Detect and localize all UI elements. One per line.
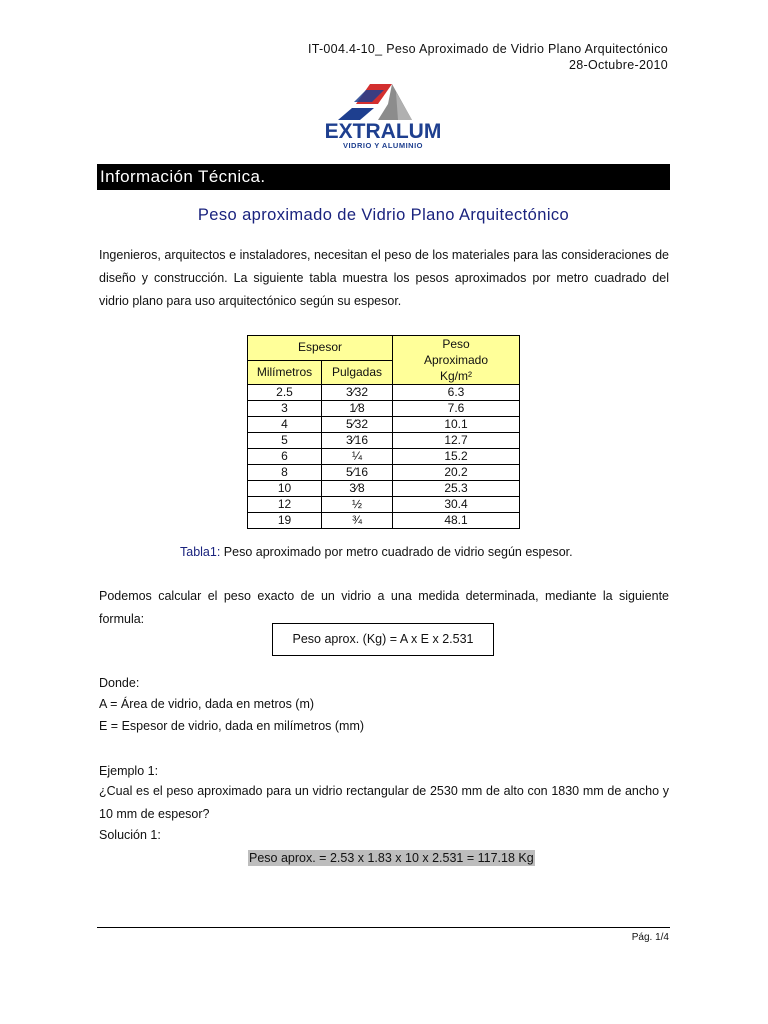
row-mm-cell: 2.5 [248, 385, 322, 401]
document-date: 28-Octubre-2010 [568, 58, 668, 72]
row-inches-cell: 3⁄32 [322, 385, 393, 401]
millimeters-column-header: Milímetros [248, 360, 322, 385]
row-weight-cell: 20.2 [393, 465, 520, 481]
table-row [248, 401, 520, 417]
row-weight-cell: 30.4 [393, 497, 520, 513]
table-row [248, 481, 520, 497]
table-row [248, 417, 520, 433]
document-code-title: IT-004.4-10_ Peso Aproximado de Vidrio Plano Arquitectónico [307, 42, 668, 56]
row-inches-cell: 1⁄8 [322, 401, 393, 417]
row-mm-cell: 12 [248, 497, 322, 513]
row-weight-cell: 48.1 [393, 513, 520, 529]
row-inches-cell: ½ [322, 497, 393, 513]
caption-text: Peso aproximado por metro cuadrado de vidrio según espesor. [220, 545, 573, 559]
example-title: Ejemplo 1: [99, 764, 159, 778]
table-row [248, 385, 520, 401]
row-weight-cell: 7.6 [393, 401, 520, 417]
glass-weight-table [247, 335, 520, 529]
thickness-group-header: Espesor [248, 336, 393, 361]
section-bar: Información Técnica. [97, 164, 670, 190]
row-inches-cell: ¾ [322, 513, 393, 529]
logo-tagline: VIDRIO Y ALUMINIO [342, 141, 424, 150]
row-mm-cell: 19 [248, 513, 322, 529]
solution-result: Peso aprox. = 2.53 x 1.83 x 10 x 2.531 = 117.18 Kg [249, 851, 534, 865]
table-caption [180, 545, 573, 559]
table-row [248, 513, 520, 529]
row-mm-cell: 3 [248, 401, 322, 417]
solution-title: Solución 1: [99, 828, 161, 842]
row-inches-cell: 5⁄32 [322, 417, 393, 433]
intro-paragraph: Ingenieros, arquitectos e instaladores, necesitan el peso de los materiales para las consideraciones de diseño y construcción. La siguiente tabla muestra los pesos aproximados por metro cuadrado del vidrio plano para uso arquitectónico según su espesor. [99, 248, 669, 308]
row-inches-cell: ¼ [322, 449, 393, 465]
example-question: ¿Cual es el peso aproximado para un vidrio rectangular de 2530 mm de alto con 1830 mm de ancho y 10 mm de espesor? [99, 784, 669, 821]
row-mm-cell: 6 [248, 449, 322, 465]
row-inches-cell: 5⁄16 [322, 465, 393, 481]
caption-label: Tabla1: [180, 545, 221, 559]
definition-area: A = Área de vidrio, dada en metros (m) [99, 697, 315, 711]
row-mm-cell: 8 [248, 465, 322, 481]
extralum-logo [312, 80, 454, 150]
page-title: Peso aproximado de Vidrio Plano Arquitectónico [197, 206, 570, 224]
row-weight-cell: 10.1 [393, 417, 520, 433]
row-inches-cell: 3⁄16 [322, 433, 393, 449]
logo-wordmark: EXTRALUM [324, 120, 442, 143]
row-mm-cell: 10 [248, 481, 322, 497]
weight-column-header: Peso Aproximado Kg/m² [393, 336, 520, 385]
row-mm-cell: 5 [248, 433, 322, 449]
row-weight-cell: 15.2 [393, 449, 520, 465]
row-mm-cell: 4 [248, 417, 322, 433]
row-weight-cell: 25.3 [393, 481, 520, 497]
row-weight-cell: 6.3 [393, 385, 520, 401]
table-row [248, 433, 520, 449]
definition-thickness: E = Espesor de vidrio, dada en milímetros (mm) [99, 719, 365, 733]
formula-intro-paragraph: Podemos calcular el peso exacto de un vidrio a una medida determinada, mediante la siguiente formula: [99, 589, 669, 626]
table-row [248, 497, 520, 513]
where-label: Donde: [99, 676, 140, 690]
inches-column-header: Pulgadas [322, 360, 393, 385]
row-inches-cell: 3⁄8 [322, 481, 393, 497]
page-number: Pág. 1/4 [631, 932, 669, 943]
table-row [248, 465, 520, 481]
row-weight-cell: 12.7 [393, 433, 520, 449]
table-row [248, 449, 520, 465]
formula-box: Peso aprox. (Kg) = A x E x 2.531 [272, 623, 494, 656]
footer-divider [97, 927, 670, 928]
